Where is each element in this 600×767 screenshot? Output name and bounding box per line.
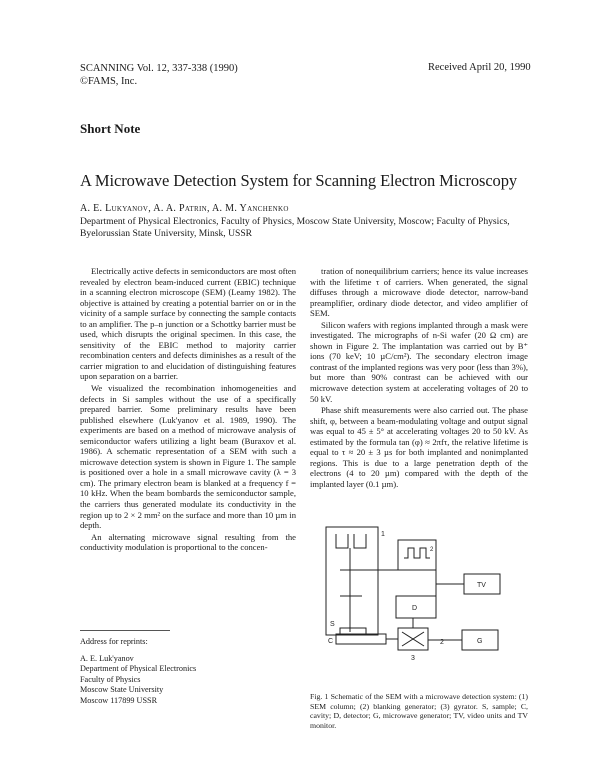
label-s: S (330, 621, 335, 628)
label-d: D (412, 605, 418, 612)
electron-gun (336, 534, 348, 548)
publisher: ©FAMS, Inc. (80, 76, 138, 87)
label-c: C (328, 638, 334, 645)
label-tv: TV (477, 582, 486, 589)
paper-title: A Microwave Detection System for Scanning Electron Microscopy (80, 171, 517, 190)
electron-gun-right (354, 534, 366, 548)
label-small-2: 2 (430, 547, 434, 553)
pulse-symbol (404, 548, 430, 558)
received-date: Received April 20, 1990 (428, 62, 531, 73)
address-label: Address for reprints: (80, 637, 148, 646)
affiliation: Department of Physical Electronics, Faculty of Physics, Moscow State University, Moscow; Faculty of Physics, Byelorussian State University, Minsk, USSR (80, 216, 510, 239)
schematic-svg (318, 524, 518, 689)
address-line: Moscow State University (80, 685, 164, 694)
label-1: 1 (381, 531, 385, 538)
figure-1-diagram (318, 524, 518, 694)
label-3: 3 (411, 655, 415, 662)
address-line: A. E. Luk'yanov (80, 653, 134, 663)
label-2: 2 (440, 639, 444, 646)
reprint-address (80, 637, 280, 706)
figure-caption: Fig. 1 Schematic of the SEM with a microwave detection system: (1) SEM column; (2) blanking generator; (3) gyrator. S, sample; C, cavity; D, detector; G, microwave generator; TV, video units and TV monitor. (310, 692, 528, 730)
paragraph: tration of nonequilibrium carriers; hence its value increases with the lifetime τ of carriers. When generated, the signal diffuses through a microwave diode detector, narrow-band preamplifier, ordinary diode detector, and video amplifier of SEM. (310, 266, 528, 319)
paragraph: Silicon wafers with regions implanted through a mask were investigated. The micrographs of n-Si wafer (20 Ω cm) are shown in Figure 2. The implantation was carried out by B⁺ ions (70 keV; 10 µC/cm²). The secondary electron image contrast of the implanted regions was very poor (less than 3%), but more than 90% contrast can be achieved with our microwave detection system at accelerating voltages of 20 to 50 kV. (310, 319, 528, 404)
author-list: A. E. Lukyanov, A. A. Patrin, A. M. Yanchenko (80, 203, 289, 214)
left-column (80, 266, 296, 554)
footnote-rule (80, 630, 170, 631)
label-g: G (477, 638, 483, 645)
sem-column (326, 527, 378, 635)
right-column (310, 266, 528, 490)
journal-citation (80, 62, 238, 88)
sample (340, 628, 366, 634)
paragraph: An alternating microwave signal resulting from the conductivity modulation is proportional to the concen- (80, 531, 296, 553)
address-line: Faculty of Physics (80, 674, 141, 684)
paragraph: We visualized the recombination inhomogeneities and defects in Si samples without the use of a specifically prepared barrier. Some preliminary results have been published elsewhere (Luk'yanov et al. 1989, 1990). The experiments are based on a method of microwave analysis of semiconductor wafers utilizing a light beam (Buraxov et al. 1986). A schematic representation of a SEM with such a microwave detection system is shown in Figure 1. The sample is positioned over a hole in a small microwave cavity (λ = 3 cm). The primary electron beam is blanked at a frequency f = 10 kHz. When the beam bombards the semiconductor sample, the carriers thus generated modulate its conductivity in the region up to 2 × 2 mm² on the surface and more than 10 µm in depth. (80, 383, 296, 531)
address-line: Department of Physical Electronics (80, 664, 197, 673)
journal-volume: SCANNING Vol. 12, 337-338 (1990) (80, 63, 238, 74)
section-label: Short Note (80, 121, 141, 136)
paragraph: Phase shift measurements were also carried out. The phase shift, φ, between a beam-modulating voltage and output signal was equal to 45 ± 5° at accelerating voltages 20 to 50 kV. As estimated by the formula tan (φ) ≈ 2πfτ, the relative lifetime is equal to τ ≈ 20 ± 3 µs for both implanted and nonimplanted regions. This is due to a large penetration depth of the electrons (4 to 20 µm) compared with the depth of the implanted layer (0.1 µm). (310, 405, 528, 489)
paragraph: Electrically active defects in semiconductors are most often revealed by electron beam-induced current (EBIC) technique in a scanning electron microscope (SEM) (Leamy 1982). The objective is attained by creating a potential barrier on or in the vicinity of a sample surface by connecting the sample contacts to an amplifier. The p–n junction or a Schottky barrier must be used, which disrupts the original specimen. In this case, the sensitivity of the EBIC method to majority carrier recombination centers and defects diminishes as a result of the carrier migration to and elucidation of distinguishing features upon separation on a barrier. (80, 266, 296, 382)
address-line: Moscow 117899 USSR (80, 695, 158, 705)
blanking-generator-box (398, 540, 436, 570)
